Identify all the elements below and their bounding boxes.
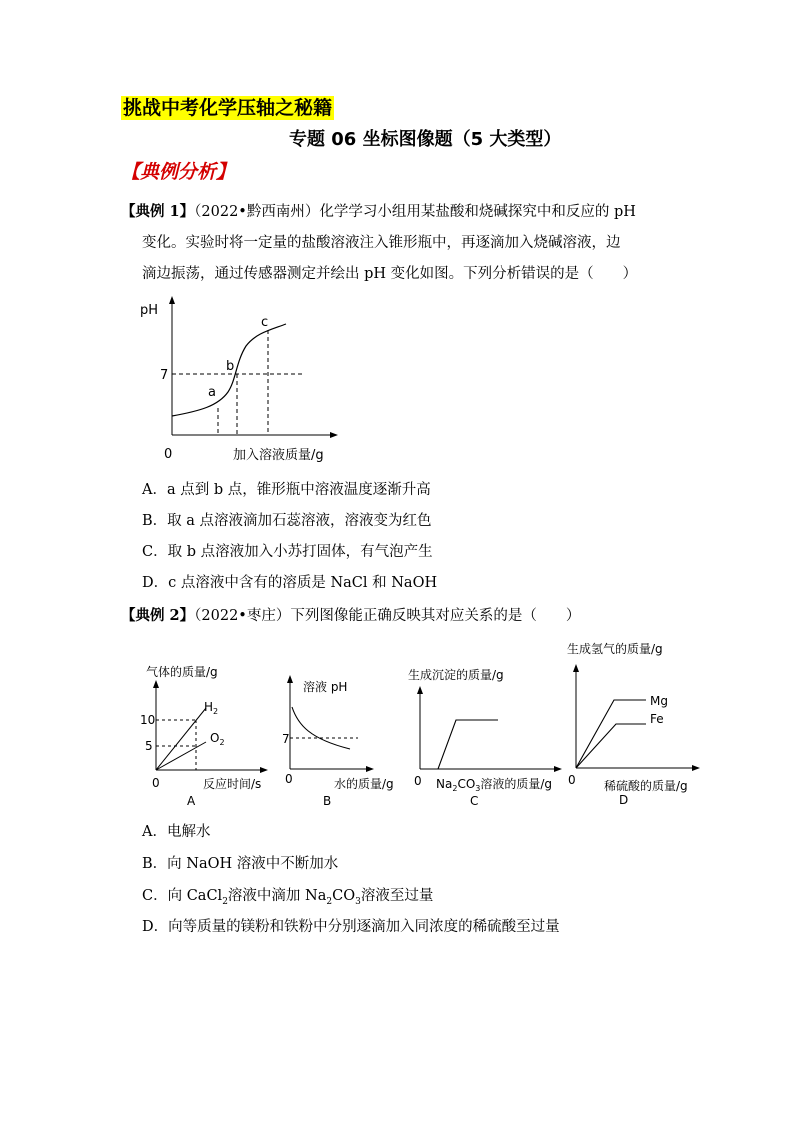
q1-y-label: pH: [140, 303, 159, 318]
qb-x-label: 水的质量/g: [334, 777, 394, 791]
qd-x-label: 稀硫酸的质量/g: [604, 779, 688, 793]
question-1-graph: [130, 290, 360, 470]
q2-option-a: A．电解水: [142, 824, 211, 840]
qb-letter: B: [323, 794, 332, 808]
question-1-line-1: （2022•黔西南州）化学学习小组用某盐酸和烧碱探究中和反应的 pH: [194, 204, 636, 220]
question-2-text: （2022•枣庄）下列图像能正确反映其对应关系的是（ ）: [194, 608, 581, 624]
q2-graph-c: [408, 662, 568, 812]
question-2-label: 【典例 2】: [121, 607, 195, 624]
qc-x-label: $Na_2CO_3$溶液的质量/g: [436, 777, 553, 793]
q1-option-d: D．c 点溶液中含有的溶质是 NaCl 和 NaOH: [142, 575, 438, 591]
banner: 挑战中考化学压轴之秘籍: [123, 97, 333, 119]
qd-fe-line: [576, 724, 646, 768]
qd-origin: 0: [568, 773, 576, 787]
q1-point-b: b: [226, 359, 235, 374]
qd-y-label: 生成氢气的质量/g: [567, 642, 663, 656]
qa-o2-label: $O_2$: [210, 731, 225, 747]
q1-origin: 0: [164, 447, 173, 462]
q1-option-a: A．a 点到 b 点，锥形瓶中溶液温度逐渐升高: [142, 482, 431, 498]
q2-graph-d: [564, 638, 709, 810]
question-1-line-3: 滴边振荡，通过传感器测定并绘出 pH 变化如图。下列分析错误的是（ ）: [142, 266, 638, 282]
qa-tick-5: 5: [145, 739, 153, 753]
qb-ph-curve: [292, 707, 350, 749]
q1-tick-7: 7: [160, 368, 169, 383]
qa-h2-line: [156, 708, 206, 770]
qa-origin: 0: [152, 776, 160, 790]
qa-letter: A: [187, 794, 196, 808]
qc-origin: 0: [414, 774, 422, 788]
q2-option-d: D．向等质量的镁粉和铁粉中分别逐滴加入同浓度的稀硫酸至过量: [142, 919, 560, 935]
section-heading: 【典例分析】: [121, 161, 236, 183]
qa-y-label: 气体的质量/g: [146, 665, 218, 679]
qd-mg-label: Mg: [650, 694, 668, 708]
q1-option-c: C．取 b 点溶液加入小苏打固体，有气泡产生: [142, 544, 433, 560]
q1-option-b: B．取 a 点溶液滴加石蕊溶液，溶液变为红色: [142, 513, 432, 529]
q1-point-a: a: [208, 385, 216, 400]
q2-graph-a: [140, 650, 280, 810]
qb-y-label: 溶液 pH: [303, 680, 348, 694]
qc-precipitate-line: [438, 720, 498, 769]
q2-option-b: B．向 NaOH 溶液中不断加水: [142, 856, 339, 872]
q1-point-c: c: [261, 315, 269, 330]
q2-option-c: C．向 CaCl$_2$溶液中滴加 $Na_2CO_3$溶液至过量: [142, 888, 434, 907]
question-1-stem: [121, 196, 681, 290]
q2-graph-b: [280, 665, 405, 810]
qa-h2-label: $H_2$: [204, 700, 219, 716]
qc-y-label: 生成沉淀的质量/g: [408, 668, 504, 682]
question-1-line-2: 变化。实验时将一定量的盐酸溶液注入锥形瓶中，再逐滴加入烧碱溶液，边: [142, 235, 621, 251]
qd-fe-label: Fe: [650, 712, 664, 726]
question-1-label: 【典例 1】: [121, 203, 195, 220]
qb-origin: 0: [285, 772, 293, 786]
qa-x-label: 反应时间/s: [203, 777, 262, 791]
page-title: 专题 06 坐标图像题（5 大类型）: [289, 129, 562, 150]
qd-mg-line: [576, 700, 646, 768]
qc-letter: C: [470, 794, 479, 808]
qa-tick-10: 10: [140, 713, 156, 727]
question-2-stem: [121, 600, 681, 632]
qb-tick-7: 7: [282, 732, 290, 746]
qd-letter: D: [619, 793, 629, 807]
q1-x-label: 加入溶液质量/g: [233, 448, 324, 463]
